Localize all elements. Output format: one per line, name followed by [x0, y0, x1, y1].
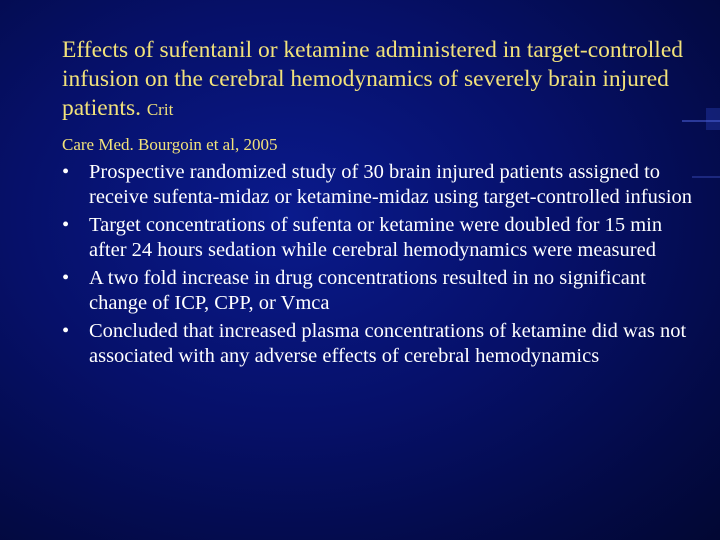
bullet-item: [62, 319, 698, 369]
bullet-list: [62, 160, 698, 372]
bullet-item: [62, 266, 698, 316]
bullet-text: Concluded that increased plasma concentrations of ketamine did was not associated with any adverse effects of cerebral hemodynamics: [89, 320, 687, 367]
citation-line: Care Med. Bourgoin et al, 2005: [62, 135, 278, 154]
bullet-item: [62, 160, 698, 210]
bullet-text: Target concentrations of sufenta or ketamine were doubled for 15 min after 24 hours sedation while cerebral hemodynamics were measured: [89, 214, 663, 261]
decorative-accent-block: [706, 108, 720, 130]
bullet-icon: •: [62, 320, 70, 342]
bullet-text: Prospective randomized study of 30 brain injured patients assigned to receive sufenta-midaz or ketamine-midaz using target-controlled infusion: [89, 161, 693, 208]
slide-title: [62, 36, 692, 124]
bullet-icon: •: [62, 267, 70, 289]
bullet-icon: •: [62, 214, 70, 236]
title-text: Effects of sufentanil or ketamine administered in target-controlled infusion on the cerebral hemodynamics of severely brain injured patients.: [62, 37, 684, 121]
bullet-item: [62, 213, 698, 263]
bullet-text: A two fold increase in drug concentrations resulted in no significant change of ICP, CPP, or Vmca: [89, 267, 646, 314]
citation-inline: Crit: [146, 100, 174, 119]
bullet-icon: •: [62, 161, 70, 183]
